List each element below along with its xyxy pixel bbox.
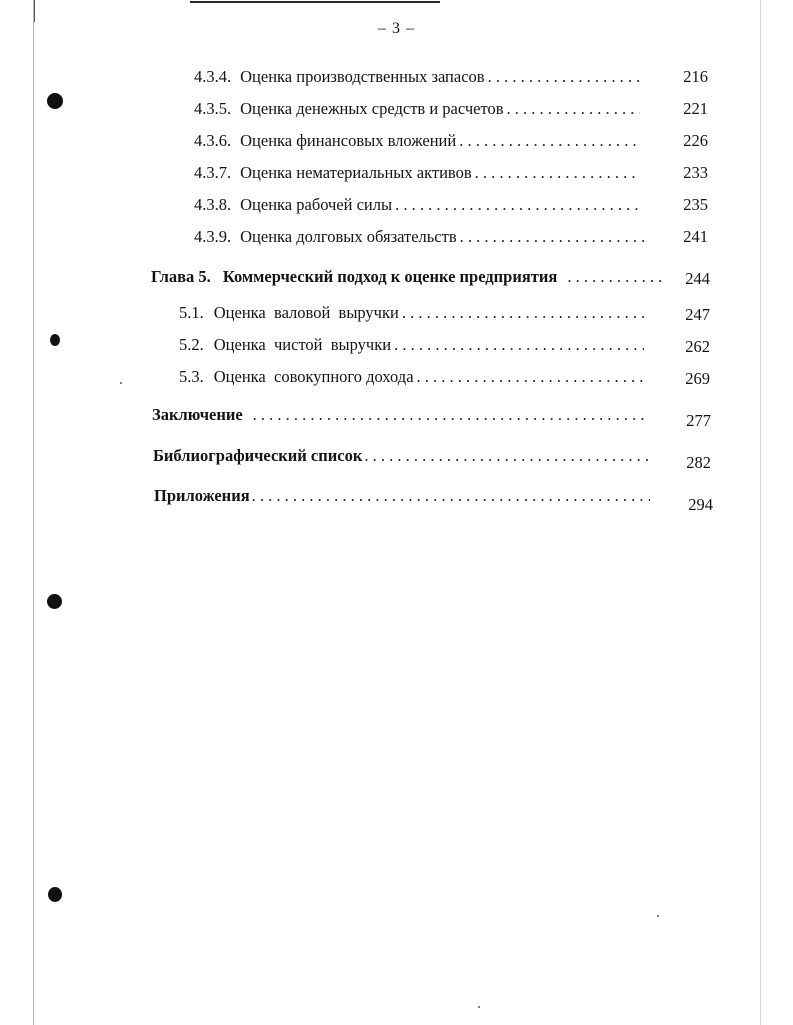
toc-entry-title: Оценка совокупного дохода — [213, 367, 414, 386]
toc-entry-appendices — [154, 486, 650, 506]
toc-chapter-title: Коммерческий подход к оценке предприятия — [222, 267, 558, 286]
binding-hole-mark — [47, 93, 63, 109]
toc-entry-page: 269 — [685, 369, 710, 388]
toc-entry-4-3-5 — [194, 99, 640, 119]
toc-entry-title: Приложения — [154, 486, 250, 505]
toc-entry-page: 247 — [685, 305, 710, 324]
toc-entry-title: Оценка финансовых вложений — [240, 131, 457, 150]
scan-right-edge — [760, 0, 761, 1025]
toc-chapter-5 — [151, 267, 665, 287]
toc-entry-page: 235 — [683, 195, 708, 214]
toc-entry-title: Оценка денежных средств и расчетов — [240, 99, 504, 118]
toc-leader-dots — [364, 446, 653, 466]
toc-entry-number: 5.3. — [179, 367, 204, 386]
toc-chapter-label: Глава 5. — [151, 267, 211, 286]
toc-entry-page: 241 — [683, 227, 708, 246]
toc-entry-number: 4.3.7. — [194, 163, 232, 182]
toc-entry-title: Оценка долговых обязательств — [240, 227, 457, 246]
toc-entry-4-3-9 — [194, 227, 644, 247]
toc-leader-dots — [402, 303, 644, 323]
toc-leader-dots — [460, 227, 644, 247]
toc-entry-page: 277 — [686, 411, 711, 430]
toc-leader-dots — [417, 367, 644, 387]
toc-entry-page: 221 — [683, 99, 708, 118]
scan-speck — [657, 915, 659, 917]
toc-entry-number: 4.3.9. — [194, 227, 232, 246]
toc-entry-4-3-7 — [194, 163, 640, 183]
toc-entry-number: 5.2. — [179, 335, 204, 354]
toc-entry-4-3-8 — [194, 195, 638, 215]
toc-entry-conclusion — [152, 405, 648, 425]
page-number: – 3 – — [378, 20, 415, 37]
toc-entry-bibliography — [153, 446, 653, 466]
toc-entry-title: Оценка производственных запасов — [240, 67, 485, 86]
binding-hole-mark — [48, 887, 62, 902]
toc-entry-title: Оценка рабочей силы — [240, 195, 393, 214]
toc-entry-title: Оценка чистой выручки — [213, 335, 392, 354]
scan-speck — [478, 1006, 480, 1008]
toc-leader-dots — [507, 99, 640, 119]
toc-leader-dots — [475, 163, 640, 183]
toc-entry-5-3 — [179, 367, 644, 387]
toc-entry-5-2 — [179, 335, 644, 355]
toc-entry-number: 4.3.8. — [194, 195, 232, 214]
toc-entry-number: 5.1. — [179, 303, 204, 322]
toc-entry-page: 226 — [683, 131, 708, 150]
toc-leader-dots — [253, 405, 648, 425]
toc-entry-title: Оценка валовой выручки — [213, 303, 399, 322]
toc-entry-page: 244 — [685, 269, 710, 288]
toc-entry-page: 233 — [683, 163, 708, 182]
toc-entry-page: 294 — [688, 495, 713, 514]
toc-leader-dots — [488, 67, 640, 87]
toc-entry-4-3-4 — [194, 67, 640, 87]
scan-top-tick — [34, 0, 35, 22]
binding-hole-mark — [47, 594, 62, 609]
scan-left-edge — [33, 0, 34, 1025]
toc-leader-dots — [567, 267, 665, 287]
toc-leader-dots — [459, 131, 642, 151]
scan-speck — [120, 382, 122, 384]
toc-entry-number: 4.3.4. — [194, 67, 232, 86]
toc-entry-number: 4.3.6. — [194, 131, 232, 150]
toc-entry-title: Оценка нематериальных активов — [240, 163, 472, 182]
toc-entry-title: Заключение — [152, 405, 243, 424]
toc-entry-page: 282 — [686, 453, 711, 472]
toc-entry-page: 216 — [683, 67, 708, 86]
toc-leader-dots — [394, 335, 644, 355]
scan-top-rule — [190, 1, 440, 3]
toc-entry-4-3-6 — [194, 131, 642, 151]
toc-entry-5-1 — [179, 303, 644, 323]
toc-entry-number: 4.3.5. — [194, 99, 232, 118]
toc-leader-dots — [252, 486, 650, 506]
toc-entry-title: Библиографический список — [153, 446, 363, 465]
toc-entry-page: 262 — [685, 337, 710, 356]
toc-leader-dots — [395, 195, 638, 215]
binding-hole-mark — [50, 334, 60, 346]
